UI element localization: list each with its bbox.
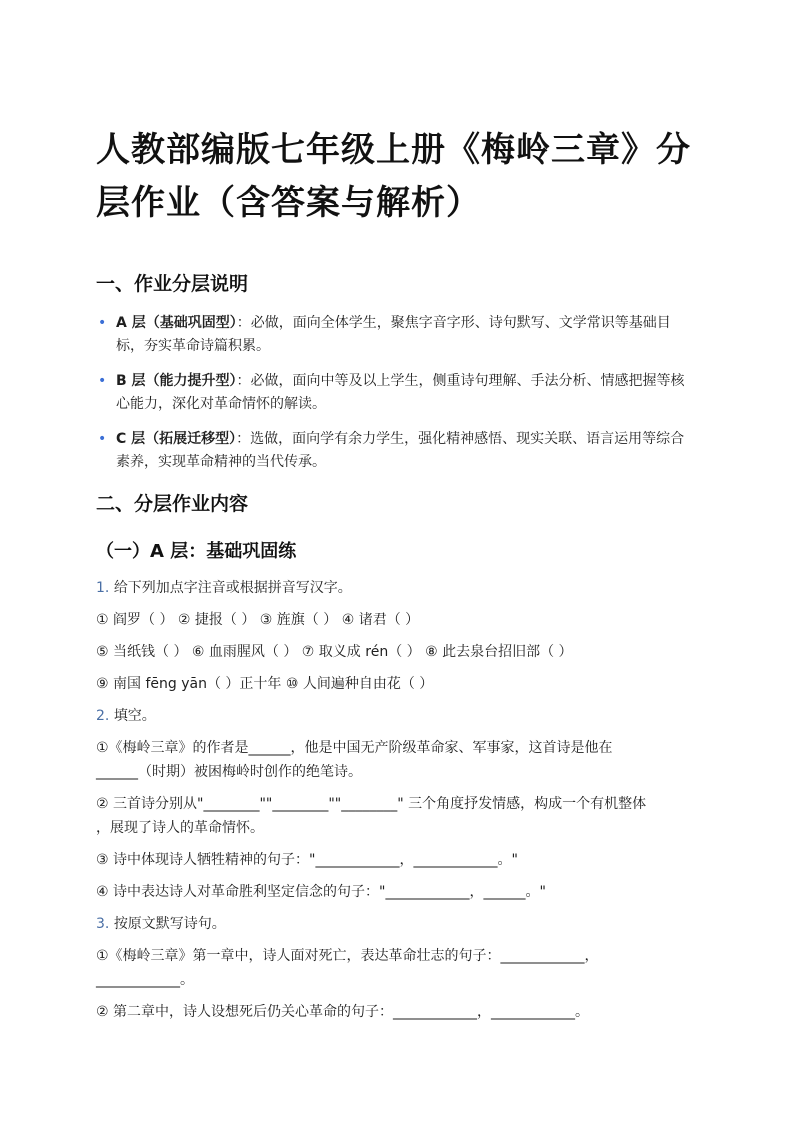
q2-item-1-line-2: ______（时期）被困梅岭时创作的绝笔诗。 bbox=[96, 764, 362, 780]
q1-row-3: ⑨ 南国 fēng yān（ ）正十年 ⑩ 人间遍种自由花（ ） bbox=[96, 676, 434, 692]
question-prompt: 按原文默写诗句。 bbox=[113, 916, 226, 932]
question-1 bbox=[96, 576, 698, 600]
question-number: 2. bbox=[96, 708, 110, 724]
question-3 bbox=[96, 912, 698, 936]
question-number: 3. bbox=[96, 916, 110, 932]
layer-text: ：必做，面向中等及以上学生，侧重诗句理解、手法分析、情感把握等核心能力，深化对革命情怀的解读。 bbox=[116, 373, 685, 412]
section-heading-layer-description: 一、作业分层说明 bbox=[96, 273, 249, 295]
layer-text: ：选做，面向学有余力学生，强化精神感悟、现实关联、语言运用等综合素养，实现革命精神的当代传承。 bbox=[116, 431, 685, 470]
q2-item-1-line-1: ①《梅岭三章》的作者是______，他是中国无产阶级革命家、军事家，这首诗是他在 bbox=[96, 740, 613, 756]
list-item bbox=[96, 370, 698, 416]
layer-label: A 层（基础巩固型） bbox=[116, 315, 237, 331]
question-prompt: 填空。 bbox=[113, 708, 156, 724]
q2-item-2-line-2: ，展现了诗人的革命情怀。 bbox=[96, 820, 264, 836]
q3-item-2: ② 第二章中，诗人设想死后仍关心革命的句子：____________，____________。 bbox=[96, 1004, 589, 1020]
q1-row-1: ① 阎罗（ ） ② 捷报（ ） ③ 旌旗（ ） ④ 诸君（ ） bbox=[96, 612, 420, 628]
q2-item-3: ③ 诗中体现诗人牺牲精神的句子："____________，____________。" bbox=[96, 852, 518, 868]
sub-heading-a-layer: （一）A 层：基础巩固练 bbox=[96, 541, 297, 562]
list-item bbox=[96, 428, 698, 474]
question-prompt: 给下列加点字注音或根据拼音写汉字。 bbox=[113, 580, 352, 596]
bullet-dot-icon: • bbox=[98, 315, 107, 331]
layer-text: ：必做，面向全体学生，聚焦字音字形、诗句默写、文学常识等基础目标，夯实革命诗篇积累。 bbox=[116, 315, 671, 354]
document-title: 人教部编版七年级上册《梅岭三章》分层作业（含答案与解析） bbox=[96, 130, 691, 223]
question-2 bbox=[96, 704, 698, 728]
q1-row-2: ⑤ 当纸钱（ ） ⑥ 血雨腥风（ ） ⑦ 取义成 rén（ ） ⑧ 此去泉台招旧部（ ） bbox=[96, 644, 573, 660]
bullet-dot-icon: • bbox=[98, 431, 107, 447]
layer-description-list bbox=[96, 312, 698, 486]
question-number: 1. bbox=[96, 580, 110, 596]
list-item bbox=[96, 312, 698, 358]
q3-item-1-line-1: ①《梅岭三章》第一章中，诗人面对死亡，表达革命壮志的句子：____________， bbox=[96, 948, 599, 964]
layer-label: C 层（拓展迁移型） bbox=[116, 431, 237, 447]
q2-item-4: ④ 诗中表达诗人对革命胜利坚定信念的句子："____________，______。" bbox=[96, 884, 546, 900]
q2-item-2-line-1: ② 三首诗分别从"________""________""________" 三个角度抒发情感，构成一个有机整体 bbox=[96, 796, 647, 812]
q3-item-1-line-2: ____________。 bbox=[96, 972, 194, 988]
layer-label: B 层（能力提升型） bbox=[116, 373, 237, 389]
section-heading-homework-content: 二、分层作业内容 bbox=[96, 493, 249, 515]
bullet-dot-icon: • bbox=[98, 373, 107, 389]
